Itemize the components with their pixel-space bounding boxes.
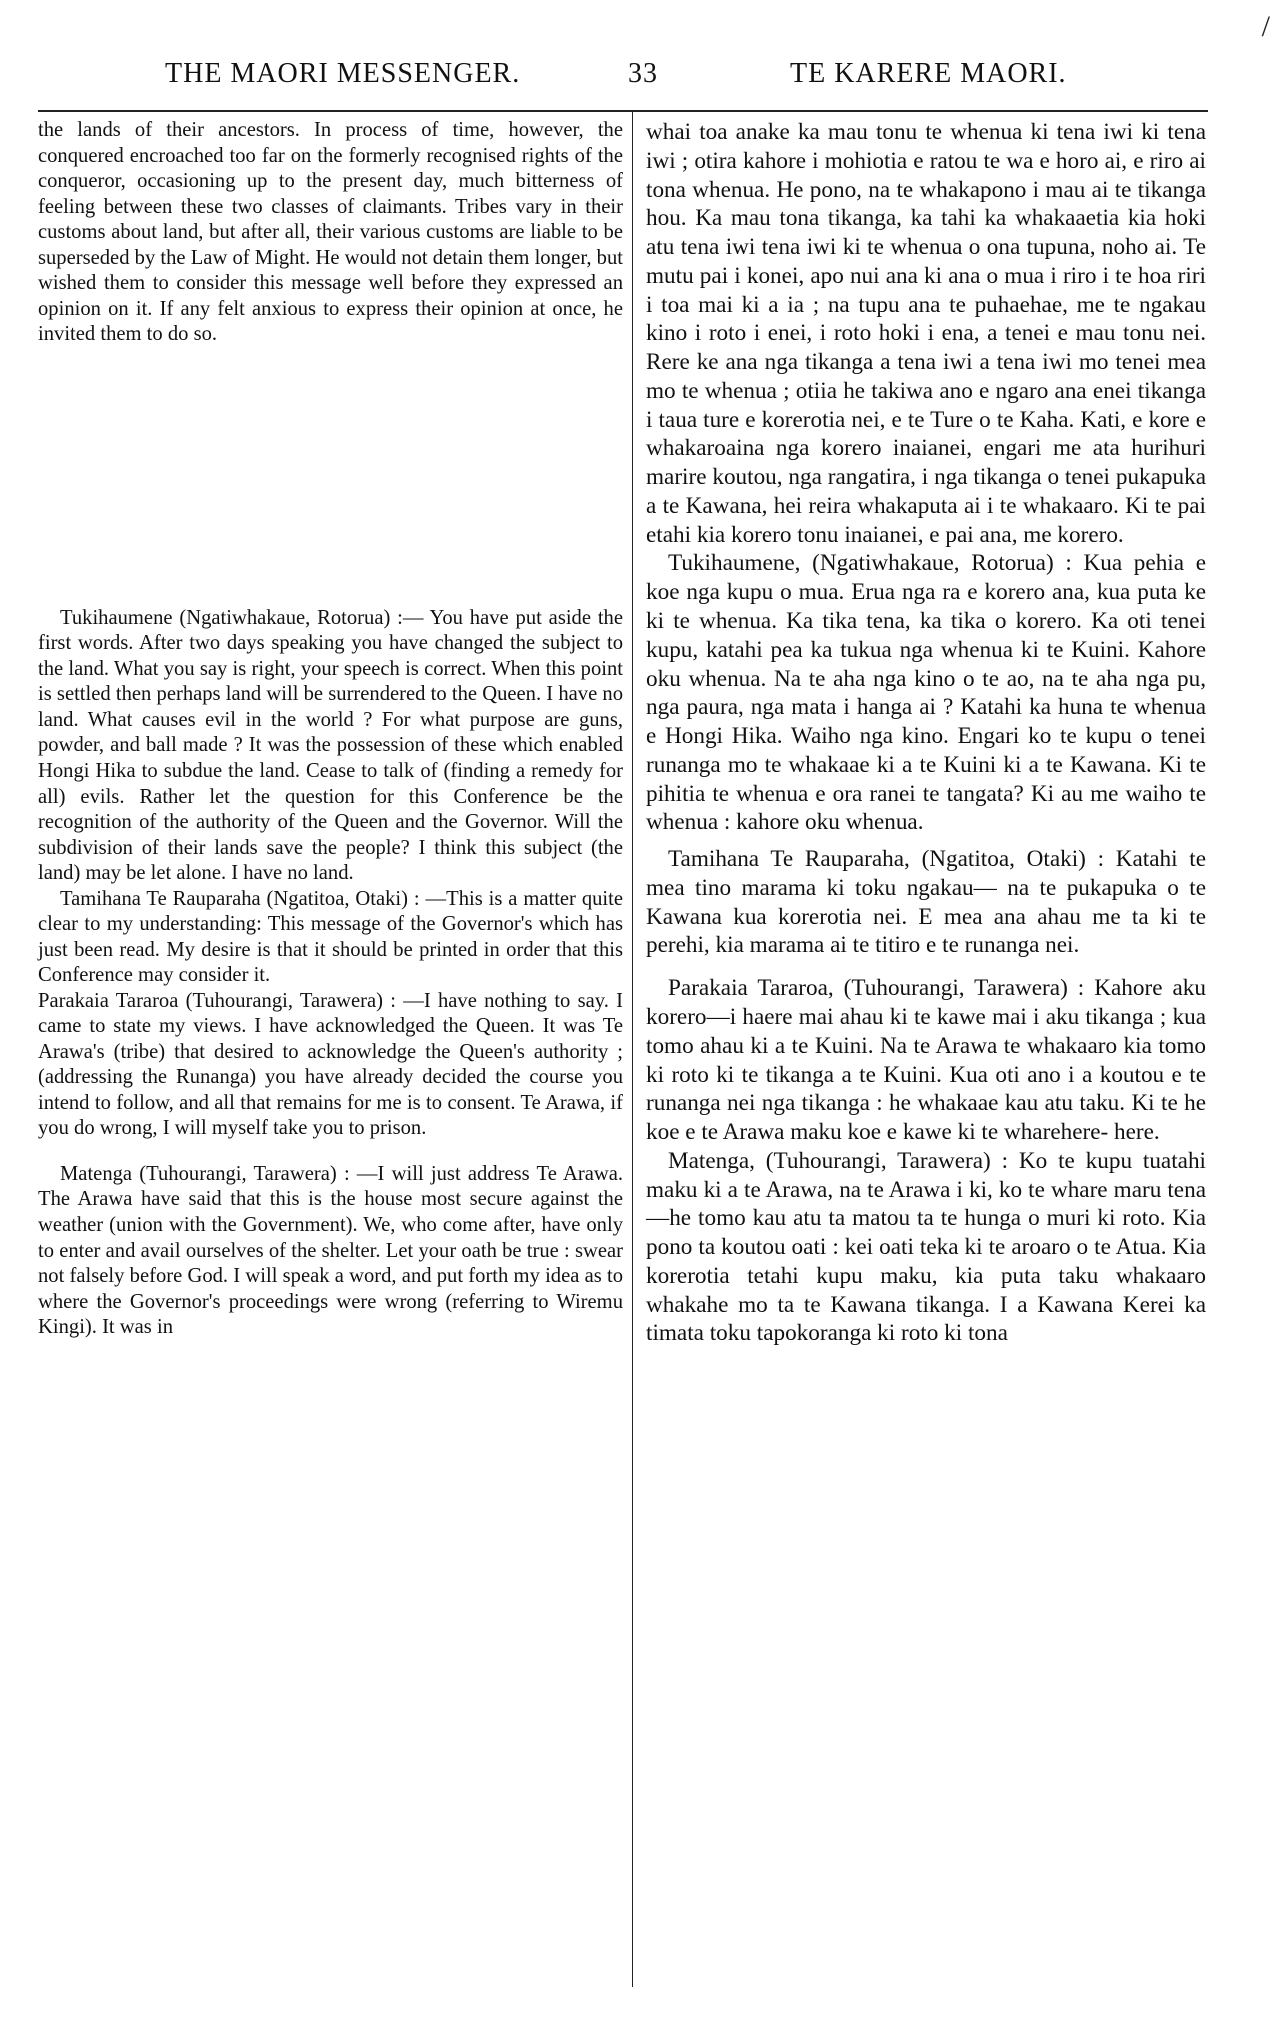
column-spacer bbox=[646, 837, 1206, 845]
english-paragraph-matenga: Matenga (Tuhourangi, Tarawera) : —I will just address Te Arawa. The Arawa have said that this is the house most secure against the weather (union with the Government). We, who come after, have only to enter and avail ourselves of the shelter. Let your oath be true : swear not falsely before God. I will speak a word, and put forth my idea as to where the Governor's proceedings were wrong (referring to Wiremu Kingi). It was in bbox=[38, 1162, 623, 1339]
english-paragraph-parakaia: Parakaia Tararoa (Tuhourangi, Tarawera) : —I have nothing to say. I came to state my views. I have acknowledged the Queen. It was Te Arawa's (tribe) that desired to acknowledge the Queen's authority ; (addressing the Runanga) you have already decided the course you intend to follow, and all that remains for me is to consent. Te Arawa, if you do wrong, I will myself take you to prison. bbox=[38, 989, 623, 1140]
maori-paragraph-matenga: Matenga, (Tuhourangi, Tarawera) : Ko te kupu tuatahi maku ki a te Arawa, na te Arawa i ki, ko te whare maru tena—he tomo kau atu ta matou ta te hunga o muri ki roto. Kia pono ta koutou oati : kei oati teka ki te aroaro o te Atua. Kia korerotia tetahi kupu maku, kia puta taku whakaaro whakahe mo ta te Kawana tikanga. I a Kawana Kerei ka timata toku tapokoranga ki roto ki tona bbox=[646, 1147, 1206, 1347]
column-spacer bbox=[38, 348, 623, 606]
corner-mark: / bbox=[1261, 10, 1270, 43]
column-spacer bbox=[646, 960, 1206, 974]
column-spacer bbox=[38, 1142, 623, 1162]
masthead-english-title: THE MAORI MESSENGER. bbox=[165, 58, 521, 89]
header-rule bbox=[38, 110, 1208, 112]
column-divider bbox=[632, 112, 633, 1987]
english-paragraph-tukihaumene: Tukihaumene (Ngatiwhakaue, Rotorua) :— You have put aside the first words. After two days speaking you have changed the subject to the land. What you say is right, your speech is correct. When this point is settled then perhaps land will be surrendered to the Queen. I have no land. What causes evil in the world ? For what purpose are guns, powder, and ball made ? It was the possession of these which enabled Hongi Hika to subdue the land. Cease to talk of (finding a remedy for all) evils. Rather let the question for this Conference be the recognition of the authority of the Queen and the Governor. Will the subdivision of their lands save the people? I think this subject (the land) may be let alone. I have no land. bbox=[38, 606, 623, 885]
page-number: 33 bbox=[628, 58, 658, 89]
english-column bbox=[38, 118, 623, 1341]
maori-paragraph-closing-speech: whai toa anake ka mau tonu te whenua ki tena iwi ki tena iwi ; otira kahore i mohiotia e ratou te wa e horo ai, e riro ai tona whenua. He pono, na te whakapono i mau ai te tikanga hou. Ka mau tona tikanga, ka tahi ka whakaaetia kia hoki atu tena iwi tena iwi ki te whenua o ona tupuna, noho ai. Te mutu pai i konei, apo nui ana ki ana o mua i riro i te hoa riri i toa mai ki a ia ; na tupu ana te puhaehae, me te ngakau kino i roto i enei, i roto hoki i ena, a tenei e mau tonu nei. Rere ke ana nga tikanga a tena iwi a tena iwi mo tenei mea mo te whenua ; otiia he takiwa ano e ngaro ana enei tikanga i taua ture e korerotia nei, e te Ture o te Kaha. Kati, e kore e whakaroaina nga korero inaianei, engari me ata hurihuri marire koutou, nga rangatira, i nga tikanga o tenei pukapuka a te Kawana, hei reira whakaputa ai i te whakaaro. Ki te pai etahi kia korero tonu inaianei, e pai ana, me korero. bbox=[646, 119, 1206, 548]
maori-paragraph-tamihana: Tamihana Te Rauparaha, (Ngatitoa, Otaki) : Katahi te mea tino marama ki toku ngakau— na te pukapuka o te Kawana kua korerotia nei. E mea ana ahau me ta ki te perehi, kia marama ai te titiro e te runanga nei. bbox=[646, 846, 1206, 959]
english-paragraph-tamihana: Tamihana Te Rauparaha (Ngatitoa, Otaki) : —This is a matter quite clear to my understanding: This message of the Governor's which has just been read. My desire is that it should be printed in order that this Conference may consider it. bbox=[38, 887, 623, 987]
masthead-maori-title: TE KARERE MAORI. bbox=[790, 58, 1067, 89]
english-paragraph-closing-speech: the lands of their ancestors. In process of time, however, the conquered encroached too far on the formerly recognised rights of the conqueror, occasioning up to the present day, much bitterness of feeling between these two classes of claimants. Tribes vary in their customs about land, but after all, their various customs are liable to be superseded by the Law of Might. He would not detain them longer, but wished them to consider this message well before they expressed an opinion on it. If any felt anxious to express their opinion at once, he invited them to do so. bbox=[38, 119, 623, 346]
maori-column bbox=[646, 118, 1206, 1348]
maori-paragraph-tukihaumene: Tukihaumene, (Ngatiwhakaue, Rotorua) : Kua pehia e koe nga kupu o mua. Erua nga ra e korero ana, kua puta ke ki te whenua. Ka tika tena, ka tika o korero. Ka oti tenei kupu, katahi pea ka tukua nga whenua ki te Kuini. Kahore oku whenua. Na te aha nga kino o te ao, na te aha nga pu, nga paura, nga mata i hanga ai ? Katahi ka huna te whenua e Hongi Hika. Waiho nga kino. Engari ko te kupu o tenei runanga mo te whakaae ki a te Kuini ki a te Kawana. Ki te pihitia te whenua e ora ranei te tangata? Ki au me waiho te whenua : kahore oku whenua. bbox=[646, 550, 1206, 836]
maori-paragraph-parakaia: Parakaia Tararoa, (Tuhourangi, Tarawera) : Kahore aku korero—i haere mai ahau ki te kawe mai i aku tikanga ; kua tomo ahau ki a te Kuini. Na te Arawa te whakaaro kia tomo ki roto ki te tikanga a te Kuini. Kua oti ano i a koutou e te runanga nei nga tikanga : he whakaae kau atu taku. Ki te he koe e te Arawa maku koe e kawe ki te wharehere- here. bbox=[646, 975, 1206, 1146]
masthead bbox=[0, 58, 1280, 98]
